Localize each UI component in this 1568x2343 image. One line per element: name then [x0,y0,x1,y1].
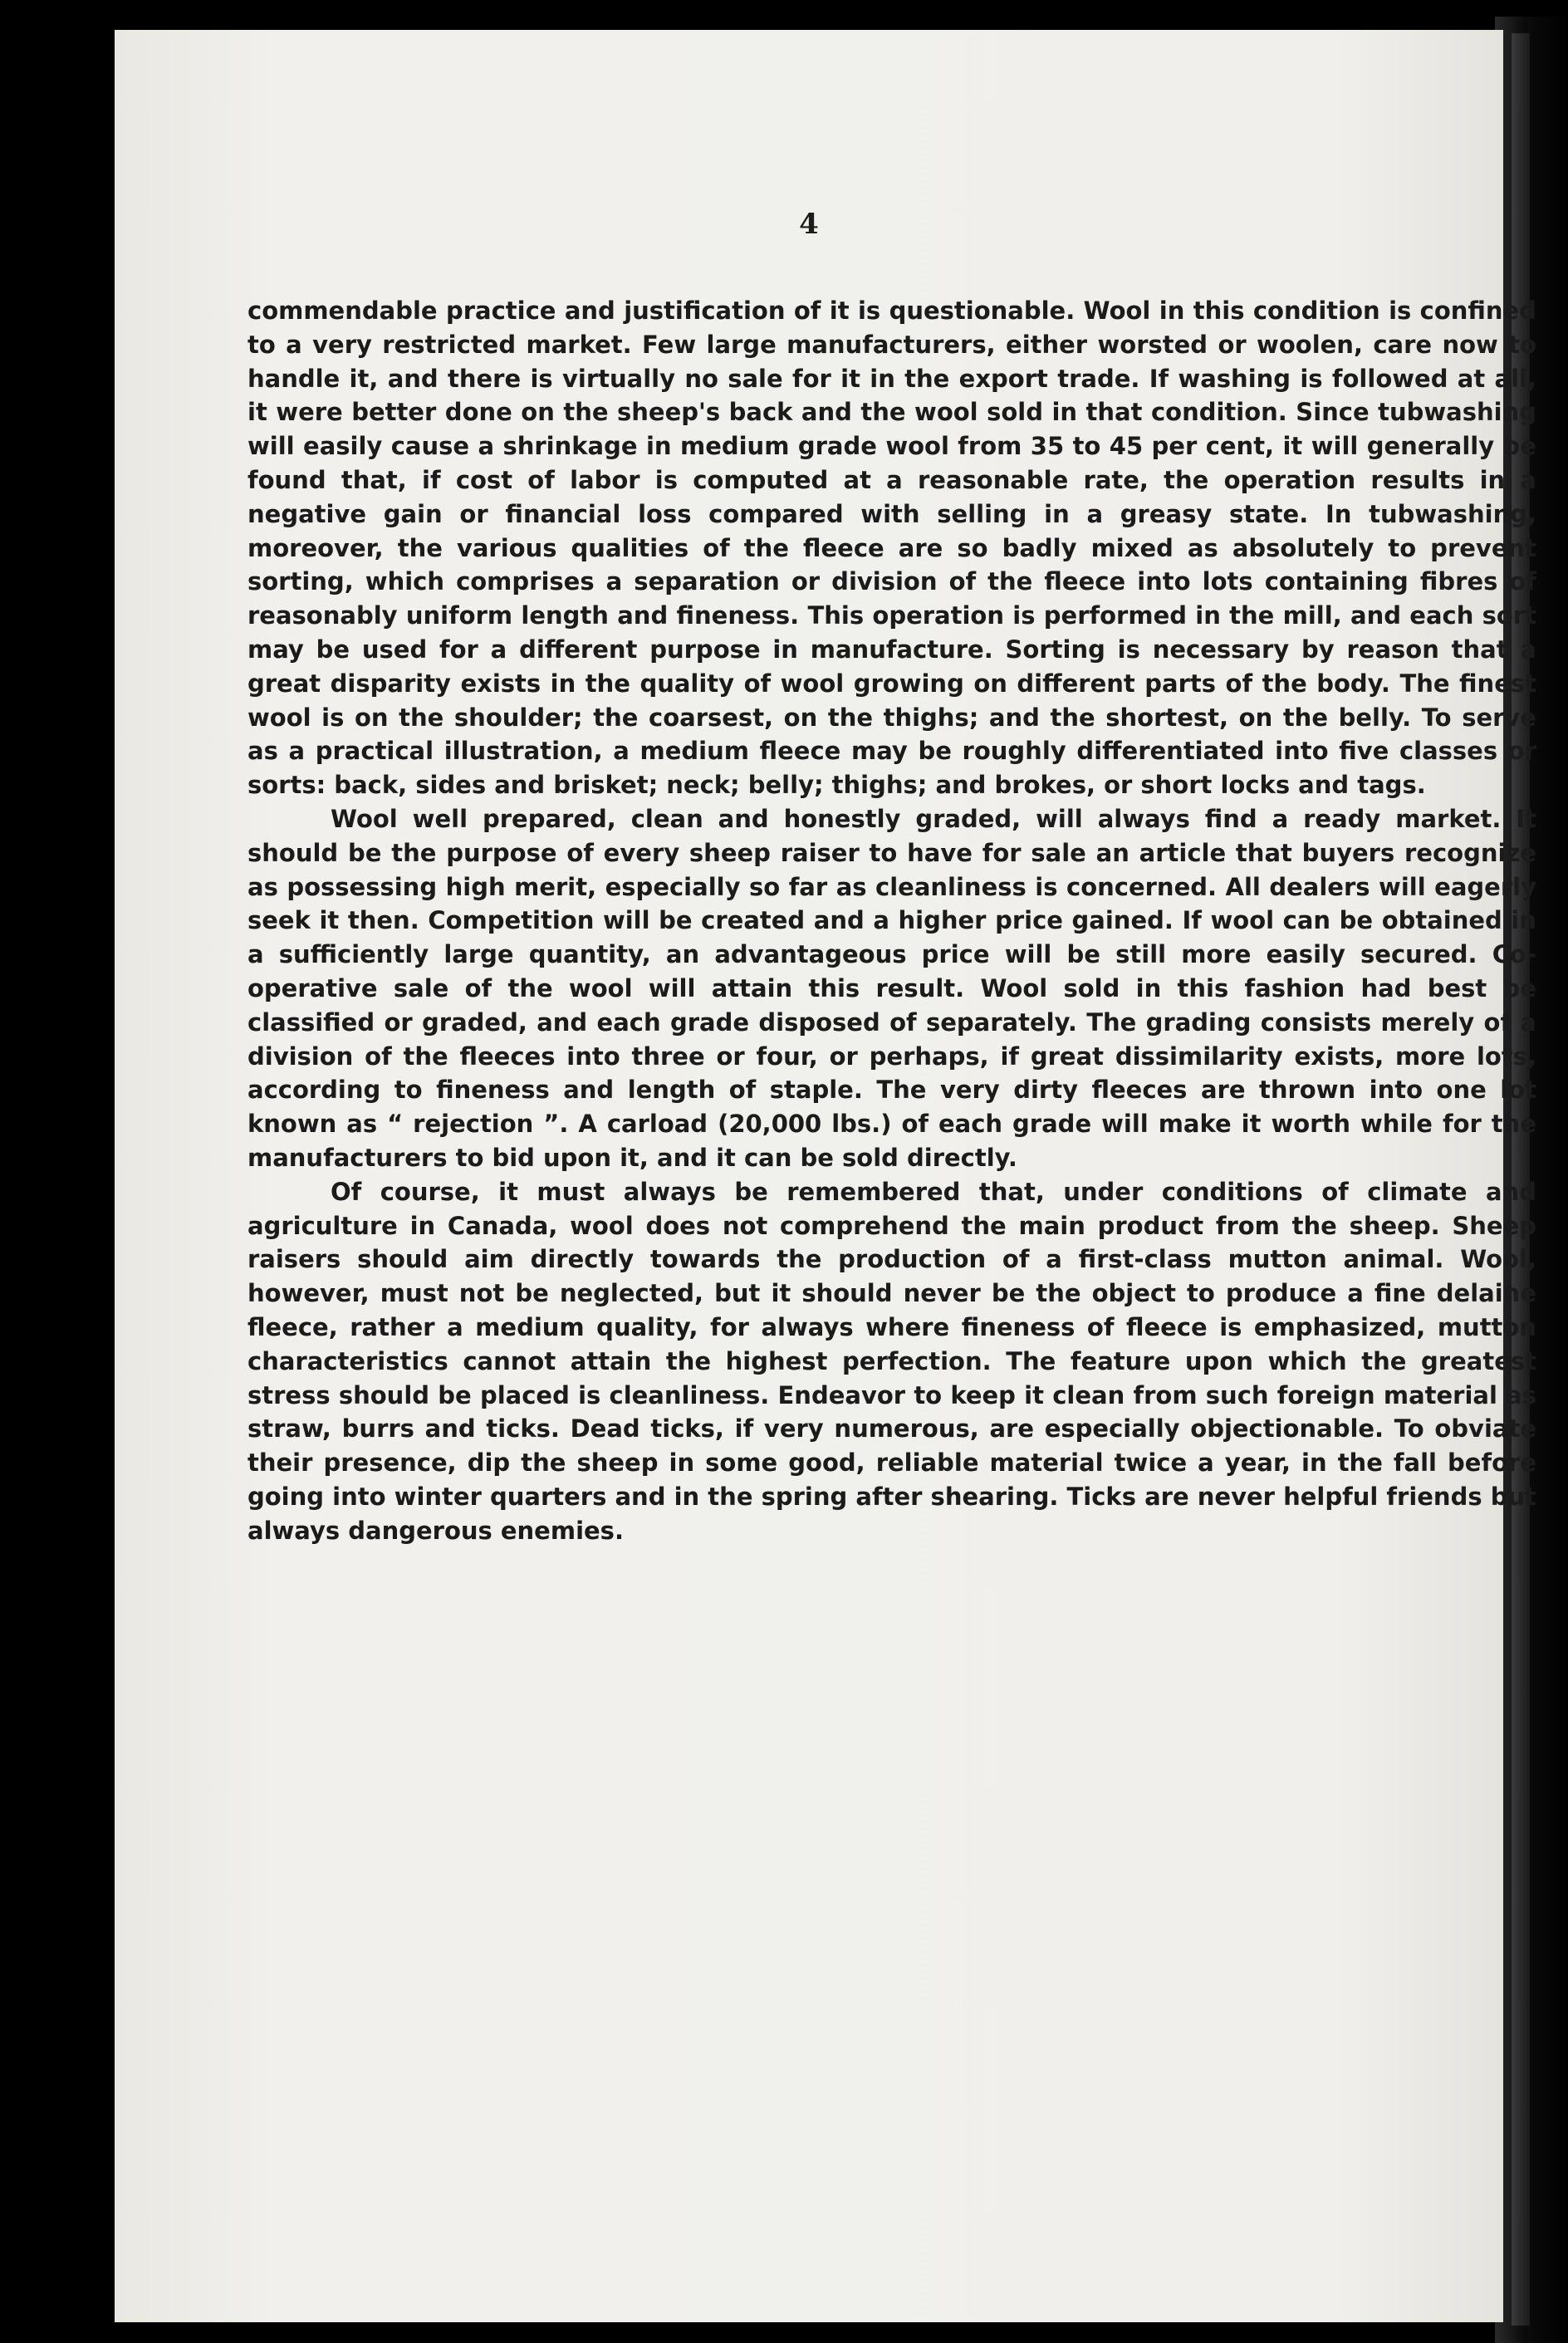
paragraph-1: commendable practice and justification of it is questionable. Wool in this condition is confined to a very restricted market. Few large manufacturers, either worsted or woolen, care now to handle it, and there is virtually no sale for it in the export trade. If washing is followed at all, it were better done on the sheep's back and the wool sold in that condition. Since tubwashing will easily cause a shrinkage in medium grade wool from 35 to 45 per cent, it will generally be found that, if cost of labor is computed at a reasonable rate, the operation results in a negative gain or financial loss compared with selling in a greasy state. In tubwashing, moreover, the various qualities of the fleece are so badly mixed as absolutely to prevent sorting, which comprises a separation or division of the fleece into lots containing fibres of reasonably uniform length and fineness. This operation is performed in the mill, and each sort may be used for a different purpose in manufacture. Sorting is necessary by reason that a great disparity exists in the quality of wool growing on different parts of the body. The finest wool is on the shoulder; the coarsest, on the thighs; and the shortest, on the belly. To serve as a practical illustration, a medium fleece may be roughly differentiated into five classes or sorts: back, sides and brisket; neck; belly; thighs; and brokes, or short locks and tags. [247,297,1536,800]
paper-page [115,30,1536,2322]
paragraph-3: Of course, it must always be remembered that, under conditions of climate and agriculture in Canada, wool does not comprehend the main product from the sheep. Sheep raisers should aim directly towards the production of a first-class mutton animal. Wool, however, must not be neglected, but it should never be the object to produce a fine delaine fleece, rather a medium quality, for always where fineness of fleece is emphasized, mutton characteristics cannot attain the highest perfection. The feature upon which the greatest stress should be placed is cleanliness. Endeavor to keep it clean from such foreign material as straw, burrs and ticks. Dead ticks, if very numerous, are especially objectionable. To obviate their presence, dip the sheep in some good, reliable material twice a year, in the fall before going into winter quarters and in the spring after shearing. Ticks are never helpful friends but always dangerous enemies. [247,1177,1536,1545]
page-number: 4 [799,208,819,241]
paragraph-2: Wool well prepared, clean and honestly graded, will always find a ready market. It should be the purpose of every sheep raiser to have for sale an article that buyers recognize as possessing high merit, especially so far as cleanliness is concerned. All dealers will eagerly seek it then. Competition will be created and a higher price gained. If wool can be obtained in a sufficiently large quantity, an advantageous price will be still more easily secured. Co-operative sale of the wool will attain this result. Wool sold in this fashion had best be classified or graded, and each grade disposed of separately. The grading consists merely of a division of the fleeces into three or four, or perhaps, if great dissimilarity exists, more lots, according to fineness and length of staple. The very dirty fleeces are thrown into one lot known as “ rejection ”. A carload (20,000 lbs.) of each grade will make it worth while for the manufacturers to bid upon it, and it can be sold directly. [247,804,1536,1172]
body-text [247,294,1536,1547]
